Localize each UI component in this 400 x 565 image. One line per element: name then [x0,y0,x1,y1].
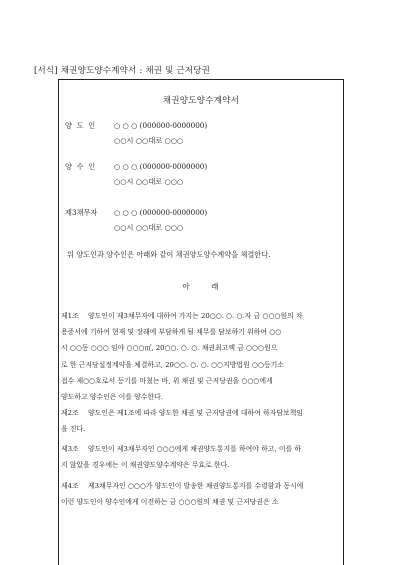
party-role: 양 도 인 [65,121,97,130]
article-line: 을 진다. [61,425,86,433]
article-text [61,494,278,510]
article-line: 용증서에 기하여 현재 및 장래에 부담하게 될 채무를 담보하기 위하여 ○○ [61,328,282,336]
party-address: ○○시 ○○대로 ○○○ [114,223,184,232]
article-line: 제3채무자인 ○○○가 양도인이 발송한 채권양도통지를 수령함과 동시에 [88,482,304,490]
article-line: 로 한 근저당설정계약을 체결하고, 20○○. ○. ○. ○○지방법원 ○○등기소 [61,360,284,369]
document-title: 채권양도양수계약서 [162,96,240,106]
article-text [88,405,303,421]
article-number: 제3조 [61,445,79,453]
article-number: 제2조 [61,409,79,417]
article-line: 양도인이 제3채무자인 ○○○에게 채권양도통지를 하여야 하고, 이를 하 [88,445,302,453]
party-address: ○○시 ○○대로 ○○○ [114,136,184,145]
article-line: 양도인은 제1조에 따라 양도한 채권 및 근저당권에 대하여 하자담보책임 [88,409,303,417]
form-caption: [서식] 채권양도양수계약서 : 채권 및 근저당권 [34,66,211,76]
section-heading: 아 래 [182,282,220,291]
article-text [61,324,284,405]
article-text [61,457,229,473]
party-name-id: ○ ○ ○ (000000-0000000) [114,162,208,171]
article-number: 제4조 [61,482,79,490]
article-text [61,421,85,437]
article-text [88,478,303,494]
party-name-id: ○ ○ ○ (000000-0000000) [114,208,208,217]
party-name-id: ○ ○ ○ (000000-0000000) [114,121,208,130]
article-line: 시 ○○동 ○○○ 임야 ○○○㎡, 20○○. ○. ○. 채권최고액 금 ○○○원으 [61,344,278,353]
party-role: 제3채무자 [65,208,98,217]
intro-sentence: 위 양도인과 양수인은 아래와 같이 채권양도양수계약을 체결한다. [67,250,271,259]
document-frame [58,79,344,565]
article-line: 지 않았을 경우에는 이 채권양도양수계약은 무효로 한다. [61,461,230,469]
article-line: 양도하고 양수인은 이를 양수한다. [61,393,163,402]
article-line: 접수 제○○호로서 등기를 마쳤는 바, 위 채권 및 근저당권을 ○○○에게 [61,376,273,385]
party-address: ○○시 ○○대로 ○○○ [114,177,184,186]
party-role: 양 수 인 [65,162,97,171]
article-text [88,308,303,324]
article-line: 양도인이 제3채무자에 대하여 가지는 20○○. ○. ○.자 금 ○○○원의 차 [88,312,303,320]
article-text [88,441,301,457]
article-number: 제1조 [61,312,79,320]
article-line: 이런 양도인이 양수인에게 이전하는 금 ○○○원의 채권 및 근저당권은 소 [61,498,279,506]
